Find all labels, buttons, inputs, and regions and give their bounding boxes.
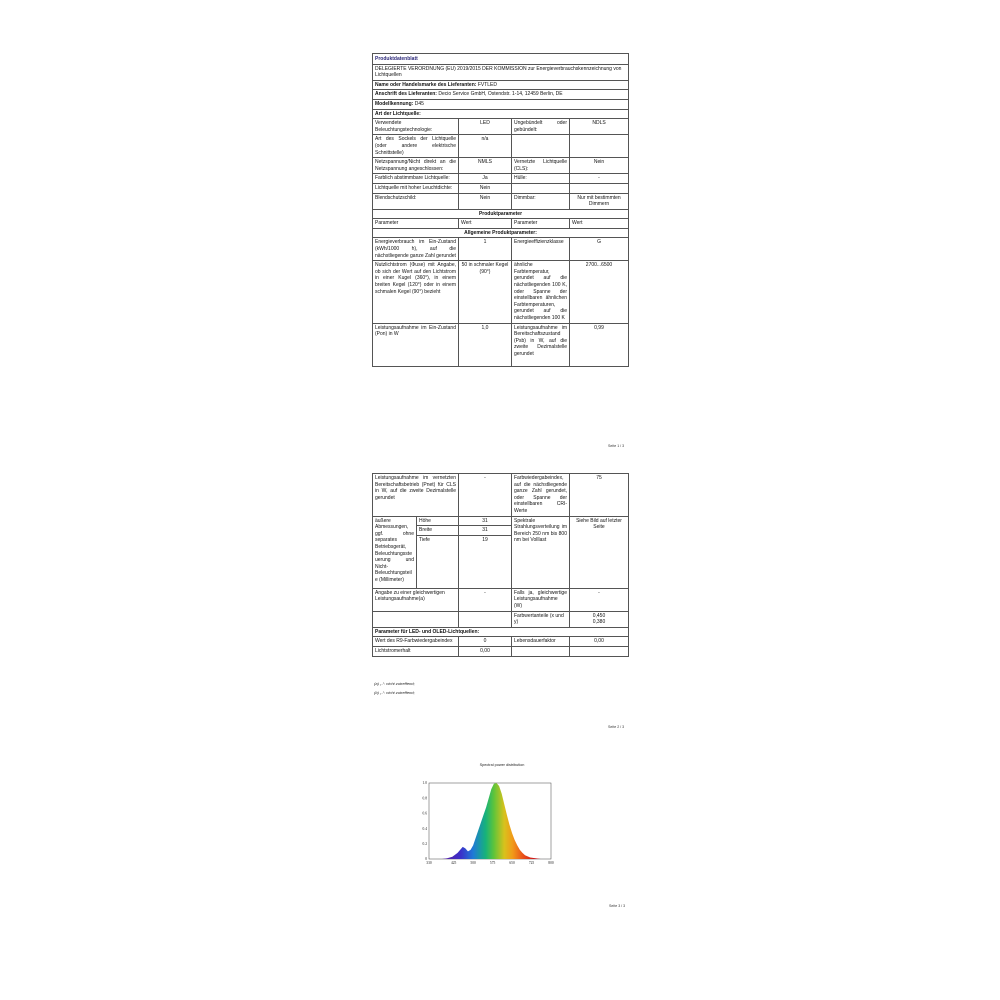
- spectrum-area: [442, 783, 546, 859]
- light-type-cell: [570, 183, 629, 193]
- x-tick-label: 575: [489, 861, 496, 865]
- cri-value: 75: [570, 474, 629, 517]
- light-type-cell: NMLS: [459, 158, 512, 174]
- light-type-cell: Verwendete Beleuchtungstechnologie:: [373, 119, 459, 135]
- regulation-text: DELEGIERTE VERORDNUNG (EU) 2019/2015 DER KOMMISSION zur Energieverbrauchskennzeichnung von Lichtquellen: [373, 64, 629, 80]
- datasheet-page-2: [372, 473, 628, 657]
- light-type-cell: [512, 183, 570, 193]
- model-id: D45: [414, 100, 424, 107]
- energy-consumption-label: Energieverbrauch im Ein-Zustand (kWh/1000 h), auf die nächstliegende ganze Zahl gerundet: [373, 238, 459, 261]
- power-on-label: Leistungsaufnahme im Ein-Zustand (Pon) in W: [373, 323, 459, 366]
- light-type-cell: Lichtquelle mit hoher Leuchtdichte:: [373, 183, 459, 193]
- y-tick-label: 1.0: [422, 781, 427, 786]
- light-type-cell: LED: [459, 119, 512, 135]
- standby-label: Leistungsaufnahme im Bereitschaftszustand (Psb) in W, auf die zweite Dezimalstelle gerundet: [512, 323, 570, 366]
- x-tick-label: 425: [450, 861, 457, 865]
- cct-value: 2700...6500: [570, 261, 629, 323]
- equiv-power-label: Angabe zu einer gleichwertigen Leistungsaufnahme(a): [373, 588, 459, 611]
- y-tick-label: 0: [425, 857, 427, 862]
- light-type-cell: NDLS: [570, 119, 629, 135]
- dim-height-label: Höhe: [417, 516, 459, 526]
- x-tick-label: 725: [528, 861, 535, 865]
- light-type-cell: Nein: [459, 193, 512, 209]
- equiv-power-value: -: [459, 588, 512, 611]
- light-type-cell: Ja: [459, 174, 512, 184]
- param-header-3: Parameter: [512, 219, 570, 229]
- spectral-label: Spektrale Strahlungsverteilung im Bereich 250 nm bis 800 nm bei Volllast: [512, 516, 570, 588]
- light-type-heading: Art der Lichtquelle:: [373, 109, 629, 119]
- footnote-a: (a) „-“: nicht zutreffend;: [374, 681, 415, 686]
- luminous-flux-value: 50 in schmaler Kegel (90°): [459, 261, 512, 323]
- light-type-cell: Nur mit bestimmten Dimmern: [570, 193, 629, 209]
- address-label: Anschrift des Lieferanten:: [375, 91, 437, 98]
- light-type-row: [373, 183, 629, 193]
- supplier-name: FVTLED: [477, 81, 497, 88]
- light-type-cell: Vernetzte Lichtquelle (CLS):: [512, 158, 570, 174]
- page-number-3: Seite 3 / 3: [609, 904, 626, 908]
- dimensions-label: äußere Abmessungen, ggf. ohne separates Betriebsgerät, Beleuchtungssteuerung und Nicht-Beleuchtungsteile (Millimeter): [373, 516, 417, 588]
- led-params-heading: Parameter für LED- und OLED-Lichtquellen:: [373, 627, 629, 637]
- general-params-heading: Allgemeine Produktparameter:: [373, 228, 629, 238]
- light-type-cell: n/a: [459, 135, 512, 158]
- light-type-cell: Blendschutzschild:: [373, 193, 459, 209]
- lifetime-label: Lebensdauerfaktor: [512, 637, 570, 647]
- datasheet-page-1: [372, 53, 628, 367]
- supplier-name-row: [373, 80, 629, 90]
- dim-width-label: Breite: [417, 526, 459, 536]
- product-params-heading: Produktparameter: [373, 209, 629, 219]
- energy-class-value: G: [570, 238, 629, 261]
- light-type-cell: Art des Sockels der Lichtquelle (oder andere elektrische Schnittstelle): [373, 135, 459, 158]
- energy-class-label: Energieeffizienzklasse: [512, 238, 570, 261]
- light-type-row: [373, 174, 629, 184]
- x-tick-label: 650: [509, 861, 515, 865]
- cct-label: ähnliche Farbtemperatur, gerundet auf die nächstliegenden 100 K, oder Spanne der einstellbaren ähnlichen Farbtemperaturen, gerundet auf die nächstliegenden 100 K: [512, 261, 570, 323]
- param-header-1: Parameter: [373, 219, 459, 229]
- empty-cell: [570, 646, 629, 656]
- spectral-value: Siehe Bild auf letzter Seite: [570, 516, 629, 588]
- empty-cell: [459, 611, 512, 627]
- page-title: Produktdatenblatt: [373, 54, 629, 65]
- standby-value: 0,99: [570, 323, 629, 366]
- light-type-cell: [570, 135, 629, 158]
- energy-consumption-value: 1: [459, 238, 512, 261]
- empty-cell: [512, 646, 570, 656]
- param-header-4: Wert: [570, 219, 629, 229]
- r9-label: Wert des R9-Farbwiedergabeindex: [373, 637, 459, 647]
- r9-value: 0: [459, 637, 512, 647]
- cri-label: Farbwiedergabeindex, auf die nächstliegende ganze Zahl gerundet, oder Spanne der einstellbaren CRI-Werte: [512, 474, 570, 517]
- light-type-row: [373, 119, 629, 135]
- light-type-cell: Nein: [570, 158, 629, 174]
- light-type-cell: Farblich abstimmbare Lichtquelle:: [373, 174, 459, 184]
- equiv-if-value: -: [570, 588, 629, 611]
- light-type-cell: [512, 135, 570, 158]
- dim-depth-value: 19: [459, 535, 512, 588]
- chromaticity-x: 0,450: [592, 612, 606, 619]
- y-tick-label: 0.4: [422, 826, 427, 831]
- model-row: [373, 99, 629, 109]
- power-on-value: 1,0: [459, 323, 512, 366]
- page-number-1: Seite 1 / 3: [608, 444, 625, 448]
- light-type-cell: Ungebündelt oder gebündelt:: [512, 119, 570, 135]
- footnote-b: (b) „-“: nicht zutreffend;: [374, 690, 415, 695]
- luminous-flux-label: Nutzlichtstrom (Φuse) mit Angabe, ob sich der Wert auf den Lichtstrom in einer Kugel (360°), in einem breiten Kegel (120°) oder in einem schmalen Kegel (90°) bezieht: [373, 261, 459, 323]
- product-datasheet-table: [372, 53, 629, 367]
- equiv-if-label: Falls ja, gleichwertige Leistungsaufnahme (W): [512, 588, 570, 611]
- x-tick-label: 500: [470, 861, 476, 865]
- y-tick-label: 0.8: [422, 796, 427, 801]
- light-type-cell: Hülle:: [512, 174, 570, 184]
- supplier-name-label: Name oder Handelsmarke des Lieferanten:: [375, 81, 477, 88]
- light-type-cell: -: [570, 174, 629, 184]
- page-number-2: Seite 2 / 3: [608, 725, 625, 729]
- x-tick-label: 330: [426, 861, 432, 865]
- y-tick-label: 0.6: [422, 811, 427, 816]
- chromaticity-y: 0,380: [592, 619, 606, 626]
- model-label: Modellkennung:: [375, 100, 414, 107]
- dim-depth-label: Tiefe: [417, 535, 459, 588]
- lifetime-value: 0,00: [570, 637, 629, 647]
- light-type-cell: Netzspannung/Nicht direkt an die Netzspannung angeschlossen:: [373, 158, 459, 174]
- x-tick-label: 800: [548, 861, 554, 865]
- param-header-2: Wert: [459, 219, 512, 229]
- supplier-address-row: [373, 90, 629, 100]
- networked-standby-label: Leistungsaufnahme im vernetzten Bereitschaftsbetrieb (Pnet) für CLS in W, auf die zweite Dezimalstelle gerundet: [373, 474, 459, 517]
- light-type-row: [373, 135, 629, 158]
- product-datasheet-table-continued: [372, 473, 629, 657]
- maintenance-label: Lichtstromerhalt: [373, 646, 459, 656]
- light-type-cell: Dimmbar:: [512, 193, 570, 209]
- dim-height-value: 31: [459, 516, 512, 526]
- maintenance-value: 0,00: [459, 646, 512, 656]
- spectral-power-distribution-chart: [415, 775, 555, 875]
- chromaticity-label: Farbwertanteile (x und y): [512, 611, 570, 627]
- chromaticity-values: [570, 611, 629, 627]
- light-type-row: [373, 158, 629, 174]
- networked-standby-value: -: [459, 474, 512, 517]
- dim-width-value: 31: [459, 526, 512, 536]
- light-type-cell: Nein: [459, 183, 512, 193]
- light-type-row: [373, 193, 629, 209]
- chart-title: Spectral power distribution: [479, 763, 525, 767]
- empty-cell: [373, 611, 459, 627]
- y-tick-label: 0.2: [422, 842, 427, 846]
- supplier-address: Decio Service GmbH, Ostendstr. 1-14, 12459 Berlin, DE: [438, 91, 563, 98]
